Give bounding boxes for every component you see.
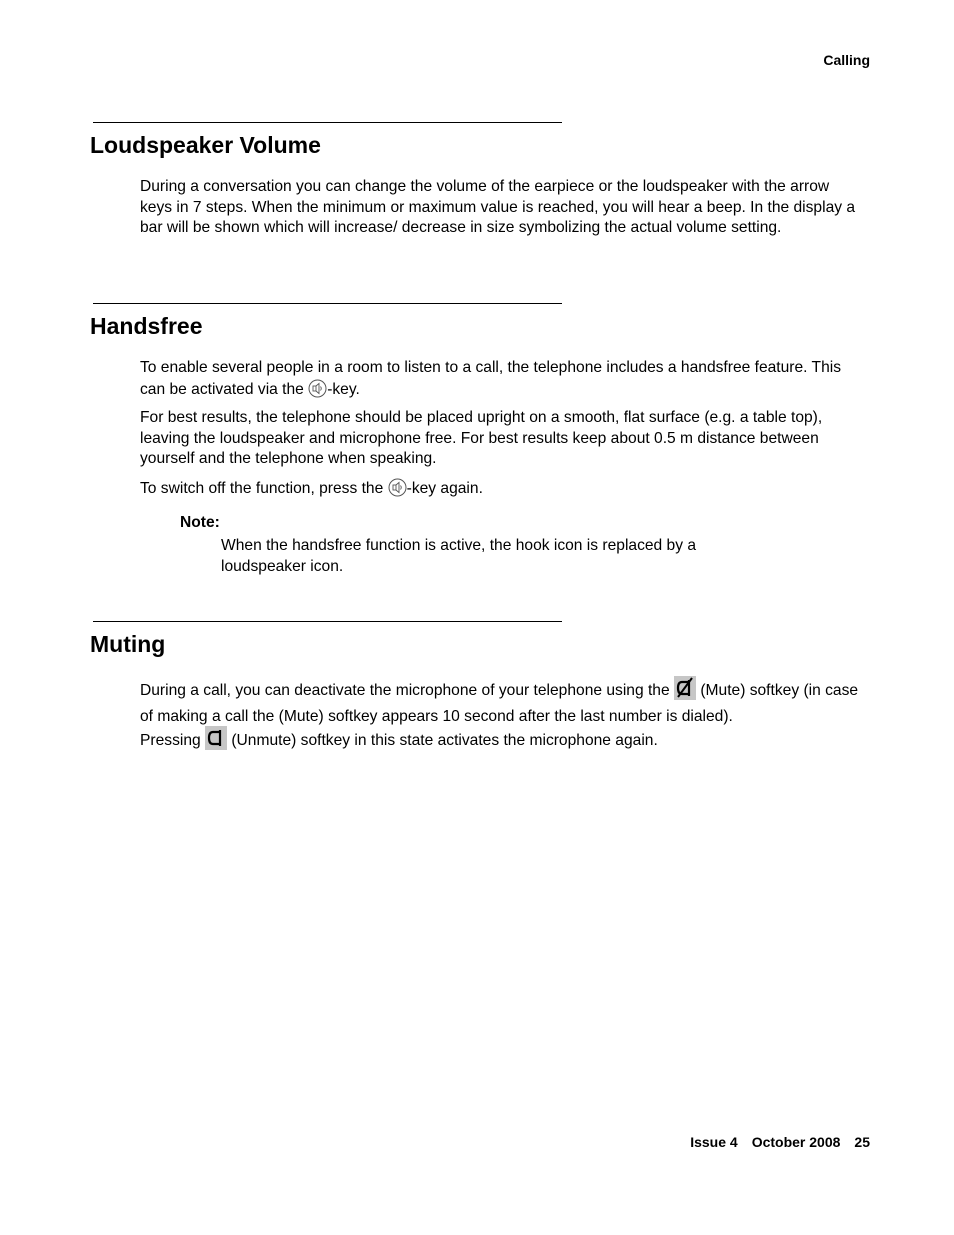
page-number: 25 bbox=[854, 1134, 870, 1150]
running-header: Calling bbox=[823, 52, 870, 68]
heading-handsfree: Handsfree bbox=[90, 313, 203, 339]
text: To enable several people in a room to listen to a call, the telephone includes a handsfree feature. This can be activated via the bbox=[140, 359, 842, 398]
mute-icon bbox=[674, 676, 696, 707]
text: Pressing bbox=[140, 732, 206, 749]
loudspeaker-key-icon bbox=[308, 379, 327, 405]
loudspeaker-paragraph: During a conversation you can change the volume of the earpiece or the loudspeaker with the arrow keys in 7 steps. When the minimum or maximum value is reached, you will hear a beep. In the display a bar will be shown which will increase/ decrease in size symbolizing the actual volume setting. bbox=[140, 178, 856, 236]
section-divider bbox=[93, 621, 562, 622]
text: During a call, you can deactivate the microphone of your telephone using the bbox=[140, 682, 674, 699]
text: (Mute) softkey (in case of making a call the (Mute) softkey appears 10 second after the last number is dialed). bbox=[140, 682, 859, 725]
text: (Unmute) softkey in this state activates the microphone again. bbox=[227, 732, 658, 749]
section-divider bbox=[93, 303, 562, 304]
loudspeaker-key-icon bbox=[388, 478, 407, 504]
heading-loudspeaker-volume: Loudspeaker Volume bbox=[90, 132, 321, 158]
handsfree-paragraph-2: For best results, the telephone should be placed upright on a smooth, flat surface (e.g. a table top), leaving the loudspeaker and microphone free. For best results keep about 0.5 m distance between yourself and the telephone when speaking. bbox=[140, 409, 823, 467]
footer-issue: Issue 4 bbox=[690, 1134, 738, 1150]
text: To switch off the function, press the bbox=[140, 480, 388, 497]
note-label: Note: bbox=[180, 514, 220, 531]
text: -key. bbox=[327, 380, 360, 398]
unmute-icon bbox=[205, 726, 227, 757]
note-text: When the handsfree function is active, the hook icon is replaced by a loudspeaker icon. bbox=[221, 537, 697, 575]
handsfree-paragraph-3 bbox=[140, 478, 860, 504]
footer-date: October 2008 bbox=[751, 1134, 841, 1150]
text: -key again. bbox=[406, 480, 483, 497]
page-footer bbox=[690, 1134, 870, 1150]
heading-muting: Muting bbox=[90, 631, 166, 657]
handsfree-paragraph-1 bbox=[140, 358, 860, 404]
muting-paragraph-2 bbox=[140, 726, 860, 757]
muting-paragraph-1 bbox=[140, 676, 860, 727]
section-divider bbox=[93, 122, 562, 123]
